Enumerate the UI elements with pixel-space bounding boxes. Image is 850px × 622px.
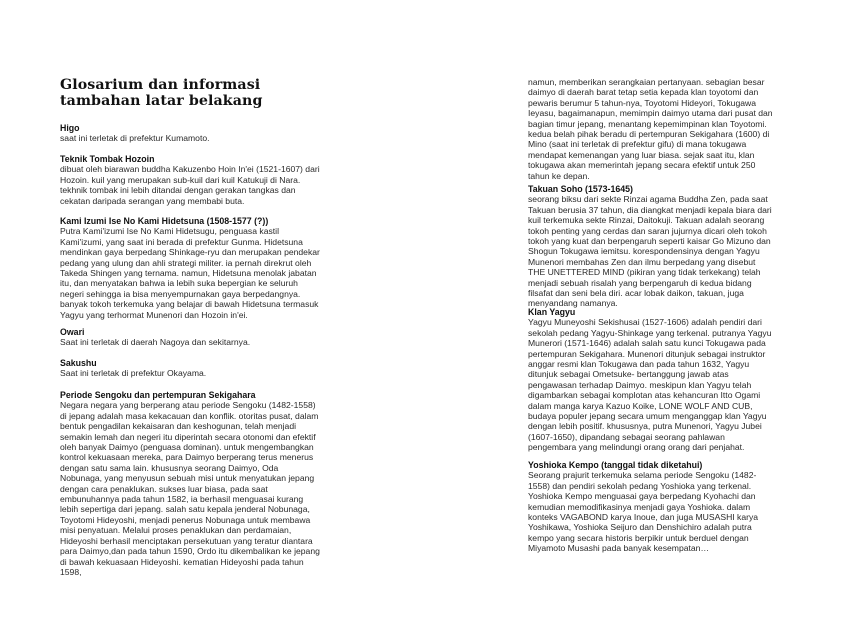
- glossary-entry-sengoku: [60, 390, 322, 577]
- entry-heading: Periode Sengoku dan pertempuran Sekigahara: [60, 390, 256, 400]
- glossary-entry-hozoin: [60, 154, 322, 206]
- glossary-entry-higo: [60, 123, 322, 144]
- glossary-entry-yagyu: [528, 307, 774, 453]
- entry-body: saat ini terletak di prefektur Kumamoto.: [60, 133, 210, 144]
- glossary-entry-takuan: [528, 184, 774, 309]
- continued-paragraph: namun, memberikan serangkaian pertanyaan. sebagian besar daimyo di daerah barat tetap setia kepada klan toyotomi dan pewaris berumur 5 tahun-nya, Toyotomi Hideyori, Tokugawa Ieyasu, bagaimanapun, memimpin daimyo utama dari pusat dan bagian timur jepang, menantang kepemimpinan klan Toyotomi. kedua belah pihak beradu di pertempuran Sekigahara (1600) di Mino (saat ini terletak di prefektur gifu) di mana tokugawa mendapat kemenangan yang luar biasa. sejak saat itu, klan tokugawa akan memerintah jepang secara efektif untuk 250 tahun ke depan.: [528, 77, 773, 181]
- entry-body: Saat ini terletak di prefektur Okayama.: [60, 368, 207, 379]
- entry-heading: Klan Yagyu: [528, 307, 576, 317]
- glossary-entry-hidetsuna: [60, 216, 322, 320]
- glossary-entry-sakushu: [60, 358, 322, 379]
- entry-body: dibuat oleh biarawan buddha Kakuzenbo Hoin In'ei (1521-1607) dari Hozoin. kuil yang merupakan sub-kuil dari kuil Katukuji di Nara. tekhnik tombak ini lebih ditandai dengan gerakan tangkas dan cekatan daripada serangan yang membabi buta.: [60, 164, 320, 206]
- entry-body: seorang biksu dari sekte Rinzai agama Buddha Zen, pada saat Takuan berusia 37 tahun, dia diangkat menjadi kepala biara dari kuil terkemuka sekte Rinzai, Daitokuji. Takuan adalah seorang tokoh penting yang cerdas dan saran jujurnya dicari oleh tokoh tokoh yang kuat dan berpengaruh seperti kaisar Go Mizuno dan Shogun Tokugawa iemitsu. korespondensinya dengan Yagyu Munenori membahas Zen dan ilmu berpedang yang disebut THE UNETTERED MIND (pikiran yang tidak terkekang) telah menjadi sebuah risalah yang berpengaruh di kedua bidang filsafat dan seni bela diri. acar lobak daikon, takuan, juga menyandang namanya.: [528, 194, 772, 309]
- entry-heading: Takuan Soho (1573-1645): [528, 184, 633, 194]
- entry-heading: Yoshioka Kempo (tanggal tidak diketahui): [528, 460, 703, 470]
- glossary-entry-owari: [60, 327, 322, 348]
- entry-body: Putra Kami'izumi Ise No Kami Hidetsugu, penguasa kastil Kami'izumi, yang saat ini berada di prefektur Gunma. Hidetsuna mendinkan gaya berpedang Shinkage-ryu dan merupakan pendekar pedang yang ulung dan ahli strategi militer. ia pernah direkrut oleh Takeda Shingen yang ternama. namun, Hidetsuna menolak jabatan itu, dan menyatakan bahwa ia lebih suka bepergian ke seluruh negeri sehingga ia bisa menyempurnakan gaya berpedangnya. banyak tokoh terkemuka yang belajar di bawah Hidetsuna termasuk Yagyu yang terhormat Munenori dan Hozoin in'ei.: [60, 226, 320, 320]
- page-title: Glosarium dan informasi tambahan latar belakang: [60, 77, 263, 110]
- entry-body: Negara negara yang berperang atau periode Sengoku (1482-1558) di jepang adalah masa kekacauan dan konflik. otoritas pusat, dalam bentuk pengadilan kekaisaran dan keshogunan, telah menjadi semakin lemah dan negeri itu diperintah secara otonomi dan efektif oleh banyak Daimyo (penguasa dominan). untuk mengembangkan kontrol kekuasaan mereka, para Daimyo berperang terus menerus dengan satu sama lain. khususnya seorang Daimyo, Oda Nobunaga, yang menyusun sebuah misi untuk menyatukan jepang dengan cara penaklukan. sukses luar biasa, pada saat embunuhannya pada tahun 1582, ia berhasil menguasai kurang lebih sepertiga dari jepang. salah satu kepala jenderal Nobunaga, Toyotomi Hideyoshi, menjadi penerus Nobunaga untuk membawa misi penyatuan. Melalui proses penaklukan dan perdamaian, Hideyoshi berhasil menciptakan persekutuan yang teratur diantara para Daimyo,dan pada tahun 1590, Ordo itu dikembalikan ke jepang di bawah kekuasaan Hideyoshi. kematian Hideyoshi pada tahun 1598,: [60, 400, 320, 577]
- entry-heading: Owari: [60, 327, 85, 337]
- entry-heading: Sakushu: [60, 358, 97, 368]
- entry-body: Saat ini terletak di daerah Nagoya dan sekitarnya.: [60, 337, 251, 348]
- entry-body: Seorang prajurit terkemuka selama periode Sengoku (1482-1558) dan pendiri sekolah pedang Yoshioka yang terkenal. Yoshioka Kempo menguasai gaya berpedang Kyohachi dan kemudian memodifikasinya menjadi gaya Yoshioka. dalam konteks VAGABOND karya Inoue, dan juga MUSASHI karya Yoshikawa, Yoshioka Seijuro dan Denshichiro adalah putra kempo yang secara historis berpikir untuk berduel dengan Miyamoto Musashi pada banyak kesempatan…: [528, 470, 759, 554]
- entry-heading: Teknik Tombak Hozoin: [60, 154, 155, 164]
- entry-body: Yagyu Muneyoshi Sekishusai (1527-1606) adalah pendiri dari sekolah pedang Yagyu-Shinkage yang terkenal. putranya Yagyu Munerori (1571-1646) adalah salah satu kunci Tokugawa pada pertempuran Sekigahara. Munenori ditunjuk sebagai instruktor anggar resmi klan Tokugawa dan pada tahun 1632, Yagyu ditunjuk sebagai Ometsuke- bertanggung jawab atas pengawasan terhadap Daimyo. meskipun klan Yagyu telah digambarkan sebagai komplotan atas kehancuran Itto Ogami dalam manga karya Kazuo Koike, LONE WOLF AND CUB, budaya populer jepang secara umum menganggap klan Yagyu dengan lebih positif. khususnya, putra Munenori, Yagyu Jubei (1607-1650), dipandang sebagai seorang pahlawan pengembara yang melindungi orang orang dari penjahat.: [528, 317, 772, 453]
- glossary-entry-yoshioka: [528, 460, 774, 554]
- entry-heading: Kami Izumi Ise No Kami Hidetsuna (1508-1577 (?)): [60, 216, 269, 226]
- entry-heading: Higo: [60, 123, 80, 133]
